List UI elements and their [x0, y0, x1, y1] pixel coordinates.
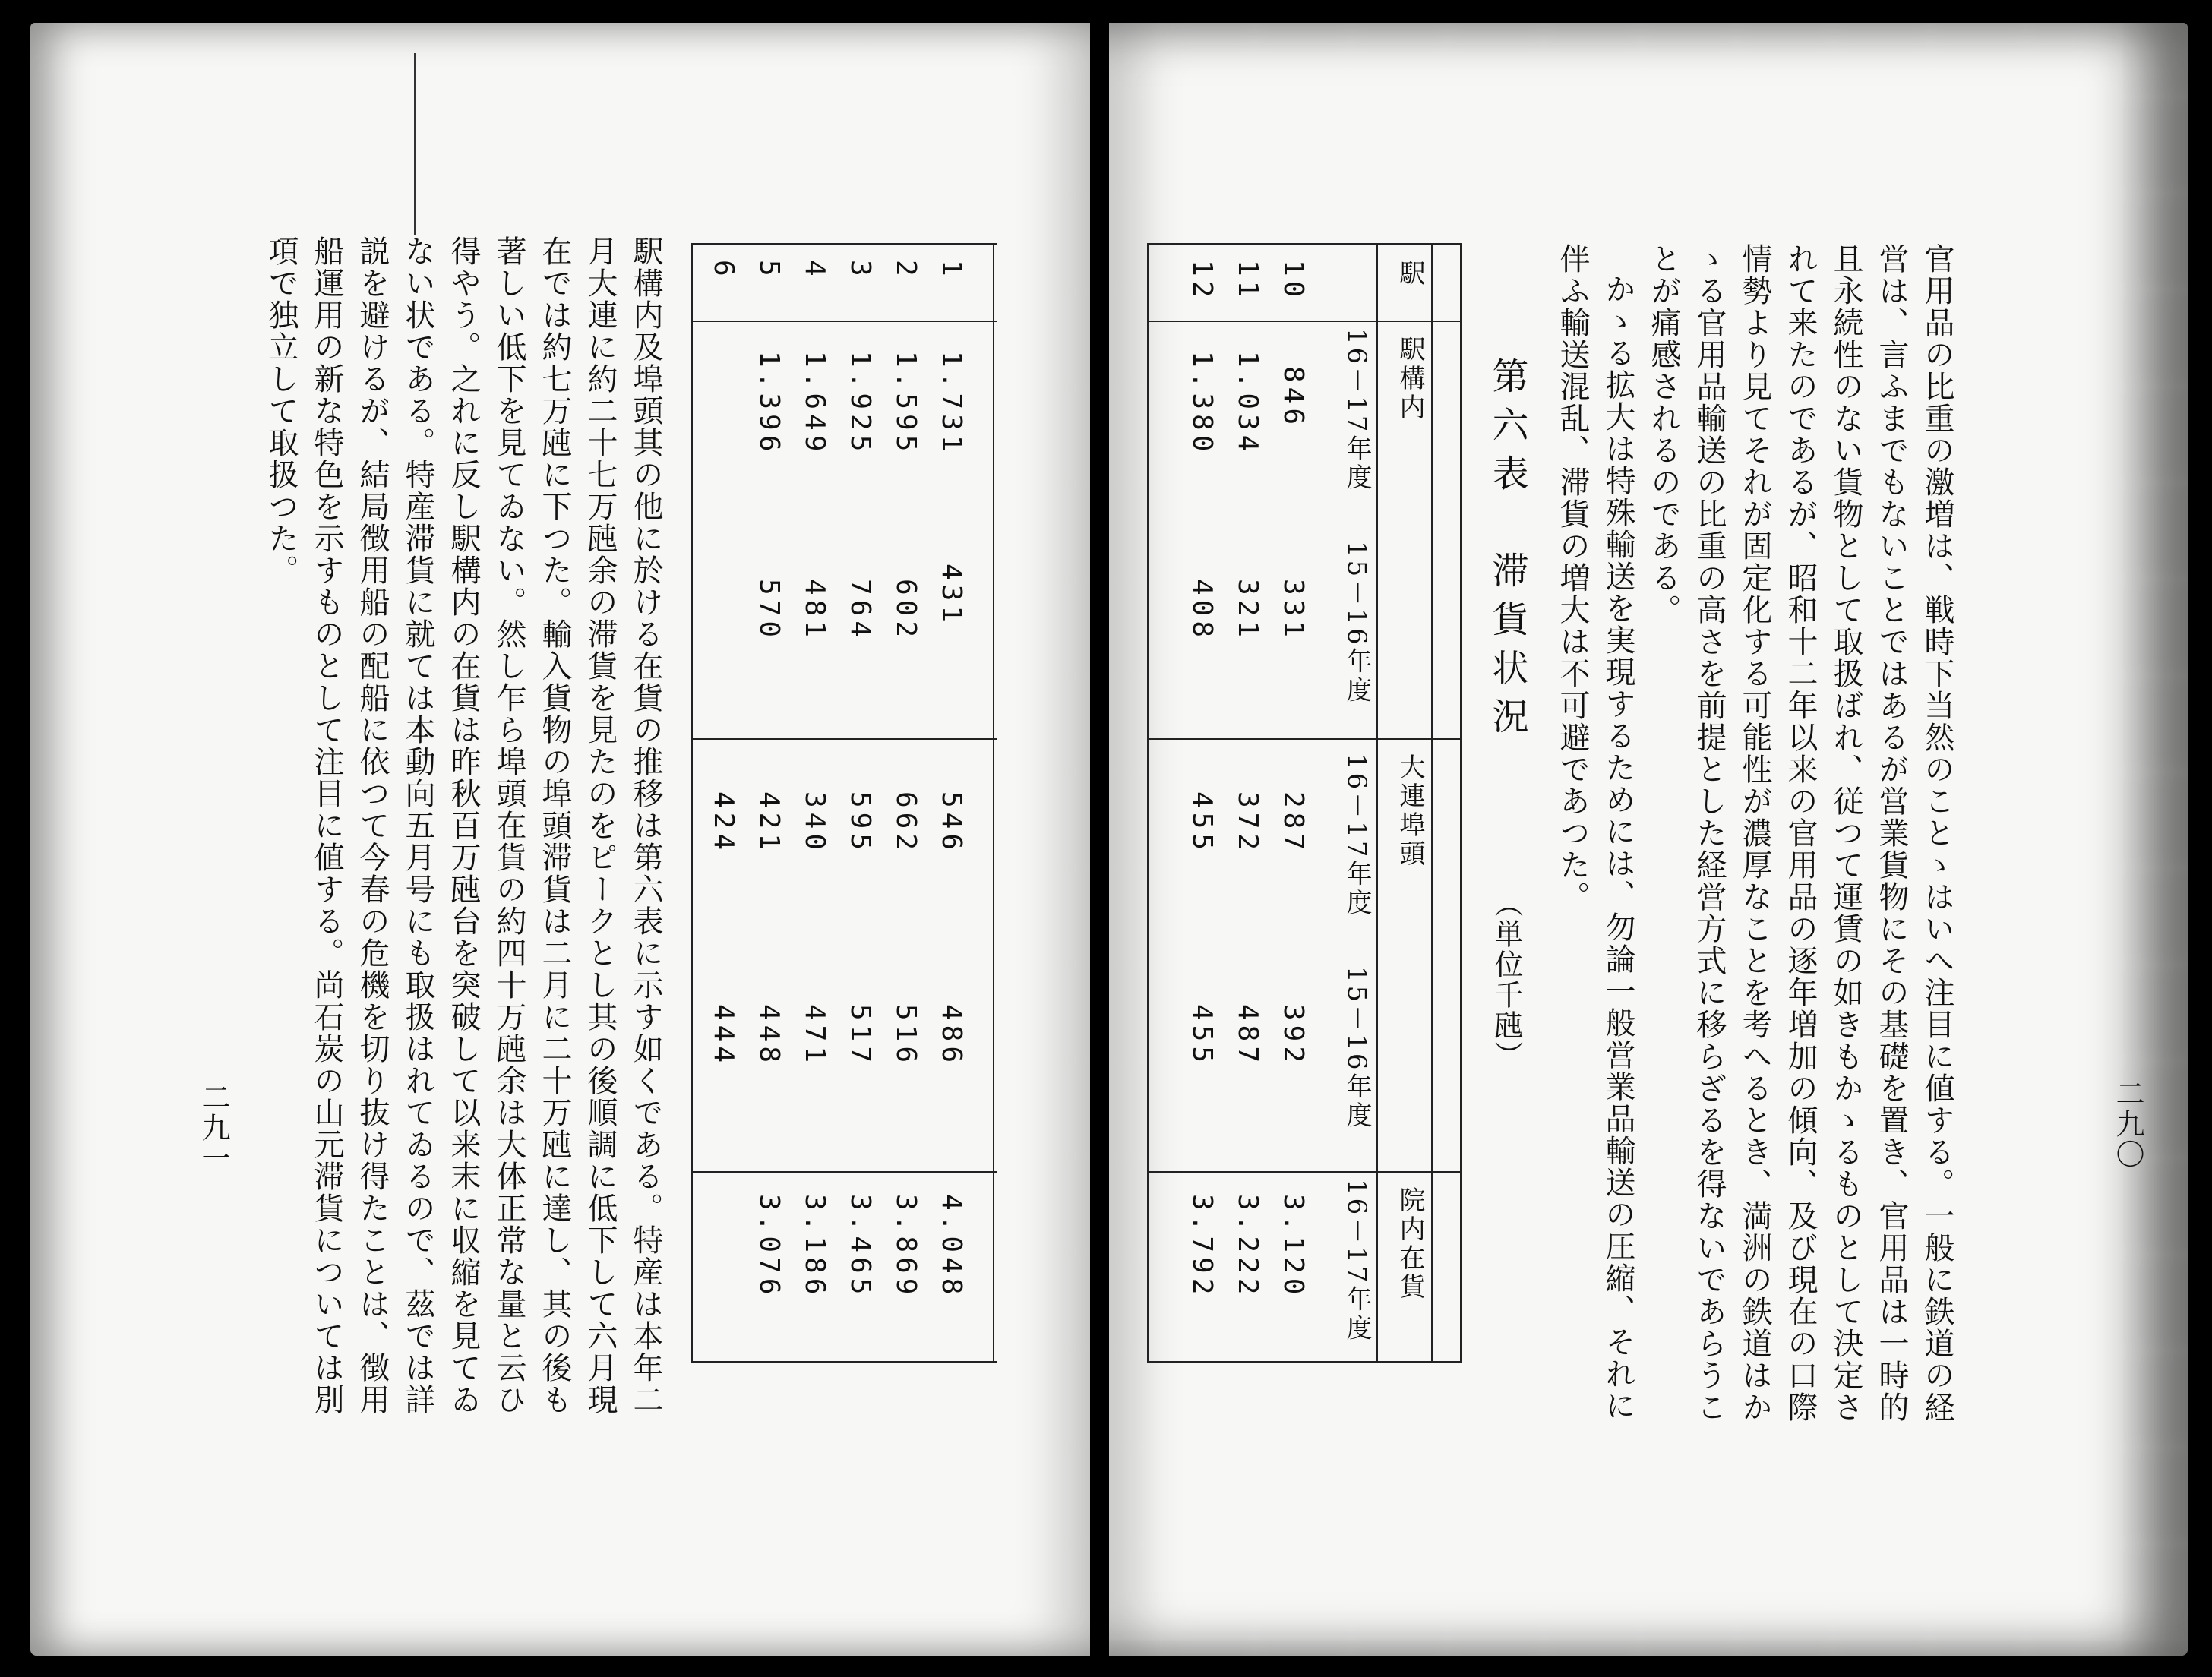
cell: 662: [890, 791, 921, 855]
cell: 424: [708, 791, 739, 855]
cell: 431: [936, 564, 967, 627]
header-station: 駅: [1395, 260, 1425, 289]
table-title: 第六表 滞貨状況: [1486, 357, 1528, 746]
cell: 3.186: [799, 1194, 830, 1300]
cell: 372: [1232, 791, 1263, 855]
text-line: 営は、言ふまでもないことではあるが営業貨物にその基礎を置き、官用品は一時的: [1874, 243, 1909, 1423]
cell: 595: [845, 791, 876, 855]
header-ekikonai: 駅構内: [1395, 336, 1425, 422]
header-year: 16－17年度: [1341, 1179, 1372, 1344]
table-unit: （単位千瓲）: [1490, 889, 1523, 1071]
text-line: 項で独立して取扱つた。: [264, 235, 299, 586]
page-number-right: 二九〇: [2111, 1079, 2144, 1170]
row-month: 12: [1187, 260, 1218, 302]
cell: 846: [1278, 366, 1309, 430]
row-month: 5: [754, 260, 785, 281]
cell: 444: [708, 1004, 739, 1068]
text-line: ない状である。特産滞貨に就ては本動向五月号にも取扱はれてゐるので、茲では詳: [400, 235, 435, 1416]
cell: 1.396: [754, 351, 785, 456]
data-table-right: [1147, 243, 1462, 1363]
cell: 517: [845, 1004, 876, 1068]
cell: 331: [1278, 579, 1309, 643]
left-page: [30, 23, 1090, 1656]
text-line: 駅構内及埠頭其の他に於ける在貨の推移は第六表に示す如くである。特産は本年二: [628, 235, 663, 1416]
cell: 4.048: [936, 1194, 967, 1300]
row-month: 1: [936, 260, 967, 281]
cell: 448: [754, 1004, 785, 1068]
cell: 392: [1278, 1004, 1309, 1068]
row-month: 10: [1278, 260, 1309, 302]
cell: 487: [1232, 1004, 1263, 1068]
row-month: 6: [708, 260, 739, 281]
cell: 481: [799, 579, 830, 643]
text-line: ゝる官用品輸送の比重の高さを前提とした経営方式に移らざるを得ないであらうこ: [1692, 243, 1727, 1423]
cell: 570: [754, 579, 785, 643]
cell: 1.925: [845, 351, 876, 456]
cell: 321: [1232, 579, 1263, 643]
text-line: とが痛感されるのである。: [1646, 243, 1681, 626]
cell: 764: [845, 579, 876, 643]
cell: 516: [890, 1004, 921, 1068]
cell: 455: [1187, 791, 1218, 855]
text-line: 得やう。之れに反し駅構内の在貨は昨秋百万瓲台を突破して以来末に収縮を見てゐ: [446, 235, 481, 1416]
cell: 3.076: [754, 1194, 785, 1300]
text-line: 且永続性のない貨物として取扱ばれ、従つて運賃の如きもかゝるものとして決定さ: [1828, 243, 1863, 1423]
text-line: 官用品の比重の激増は、戦時下当然のことゝはいへ注目に値する。一般に鉄道の経: [1920, 243, 1954, 1423]
cell: 471: [799, 1004, 830, 1068]
cell: 3.222: [1232, 1194, 1263, 1300]
header-year: 15－16年度: [1341, 966, 1372, 1131]
text-line: 在では約七万瓲に下つた。輸入貨物の埠頭滞貨は二月に二十万瓲に達し、其の後も: [537, 235, 572, 1416]
cell: 340: [799, 791, 830, 855]
text-line: かゝる拡大は特殊輸送を実現するためには、勿論一般営業品輸送の圧縮、それに: [1601, 273, 1635, 1422]
header-year: 16－17年度: [1341, 328, 1372, 493]
cell: 1.595: [890, 351, 921, 456]
cell: 3.120: [1278, 1194, 1309, 1300]
cell: 1.034: [1232, 351, 1263, 456]
cell: 3.465: [845, 1194, 876, 1300]
cell: 1.380: [1187, 351, 1218, 456]
header-year: 16－17年度: [1341, 753, 1372, 918]
text-line: 情勢より見てそれが固定化する可能性が濃厚なことを考へるとき、満洲の鉄道はか: [1737, 243, 1772, 1423]
cell: 546: [936, 791, 967, 855]
cell: 3.869: [890, 1194, 921, 1300]
cell: 421: [754, 791, 785, 855]
text-line: 月大連に約二十七万瓲余の滞貨を見たのをピークとし其の後順調に低下して六月現: [583, 235, 618, 1416]
text-line: 説を避けるが、結局徴用船の配船に依つて今春の危機を切り抜け得たことは、徴用: [355, 235, 390, 1416]
data-table-left: [691, 243, 997, 1363]
margin-rule: [414, 53, 416, 235]
cell: 3.792: [1187, 1194, 1218, 1300]
right-page: [1109, 23, 2188, 1656]
cell: 486: [936, 1004, 967, 1068]
header-zaika: 院内在貨: [1395, 1186, 1425, 1302]
text-line: 伴ふ輸送混乱、滞貨の増大は不可避であつた。: [1555, 243, 1590, 913]
cell: 455: [1187, 1004, 1218, 1068]
page-number-left: 二九一: [197, 1082, 230, 1173]
row-month: 4: [799, 260, 830, 281]
row-month: 2: [890, 260, 921, 281]
text-line: 著しい低下を見てゐない。然し乍ら埠頭在貨の約四十万瓲余は大体正常な量と云ひ: [491, 235, 526, 1416]
cell: 602: [890, 579, 921, 643]
cell: 1.731: [936, 351, 967, 456]
cell: 408: [1187, 579, 1218, 643]
cell: 287: [1278, 791, 1309, 855]
row-month: 3: [845, 260, 876, 281]
text-line: れて来たのであるが、昭和十二年以来の官用品の逐年増加の傾向、及び現在の口際: [1783, 243, 1818, 1423]
text-line: 船運用の新な特色を示すものとして注目に値する。尚石炭の山元滞貨については別: [309, 235, 344, 1416]
header-dairen: 大連埠頭: [1395, 753, 1425, 869]
row-month: 11: [1232, 260, 1263, 302]
cell: 1.649: [799, 351, 830, 456]
header-year: 15－16年度: [1341, 541, 1372, 706]
